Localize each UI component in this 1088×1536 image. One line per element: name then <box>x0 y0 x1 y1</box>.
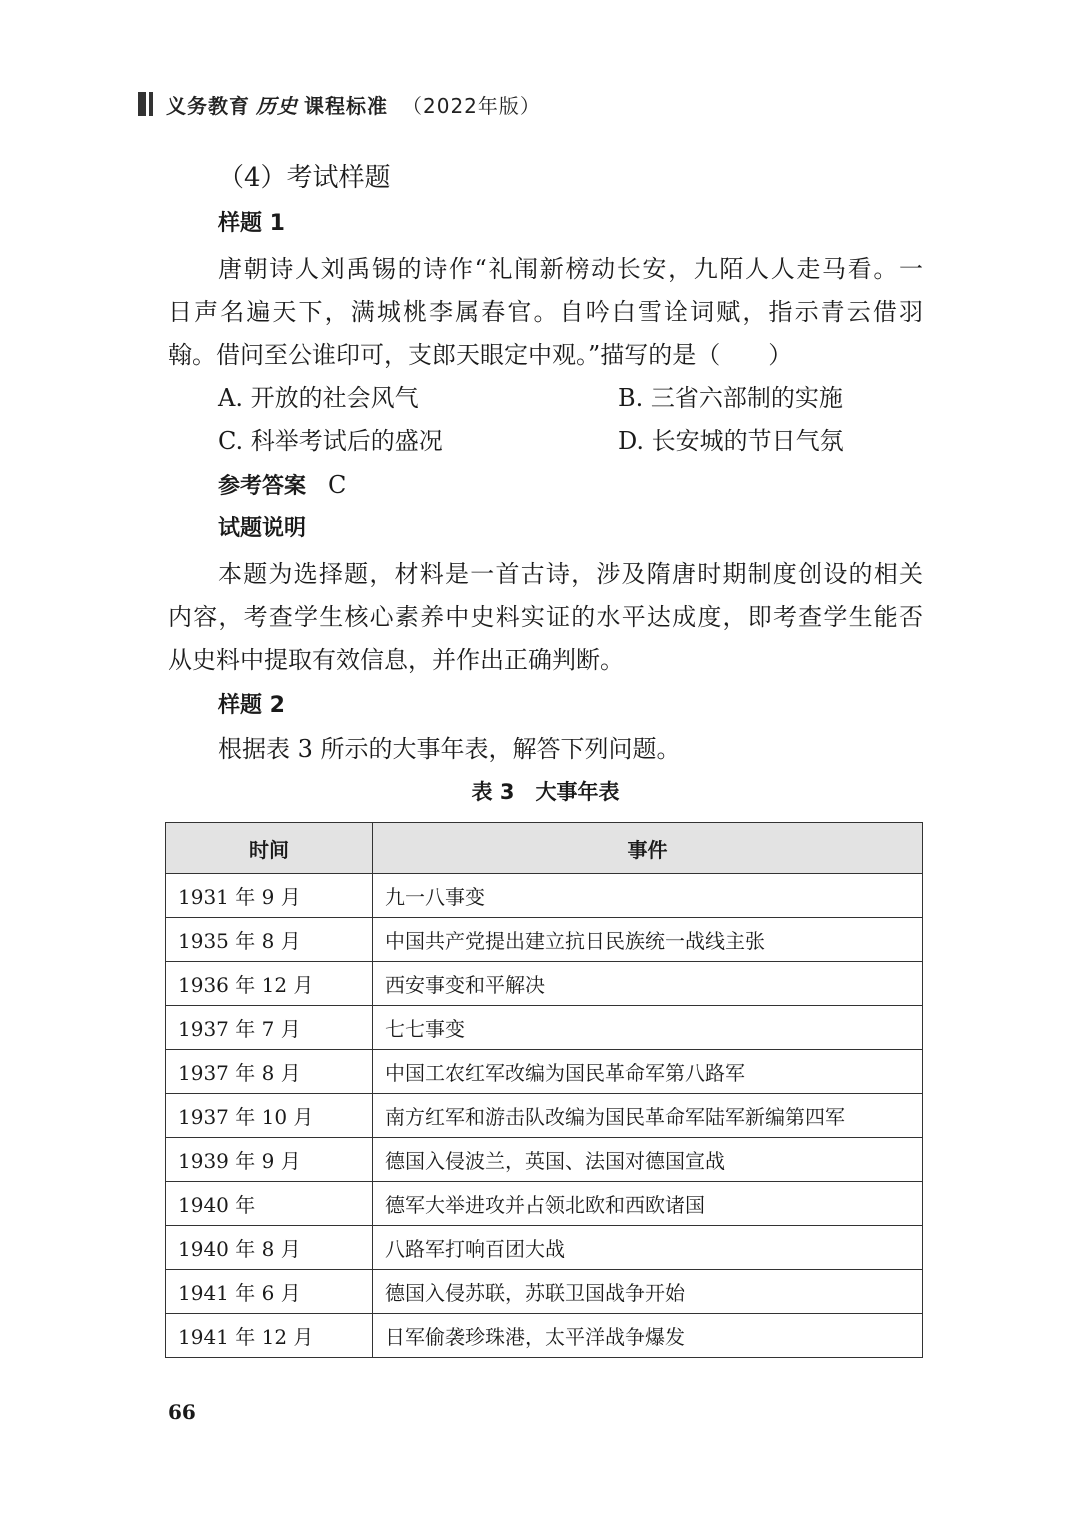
sample1-question-line: 翰。借问至公谁印可，支郎天眼定中观。”描写的是（ ） <box>168 341 793 369</box>
page-number: 66 <box>168 1400 196 1424</box>
cell-event: 七七事变 <box>373 1006 923 1050</box>
cell-time: 1937 年 7 月 <box>166 1006 373 1050</box>
cell-event: 德军大举进攻并占领北欧和西欧诸国 <box>373 1182 923 1226</box>
answer-label: 参考答案 <box>218 474 307 499</box>
table-row <box>166 962 923 1006</box>
option-a: A. 开放的社会风气 <box>218 384 419 412</box>
header-bar-icon <box>138 92 156 116</box>
header-subject: 历史 <box>256 93 298 118</box>
option-d: D. 长安城的节日气氛 <box>618 427 844 455</box>
running-header <box>138 88 541 120</box>
cell-event: 德国入侵苏联，苏联卫国战争开始 <box>373 1270 923 1314</box>
events-table <box>165 822 923 1358</box>
table-row <box>166 1314 923 1358</box>
sample1-question-line: 唐朝诗人刘禹锡的诗作“礼闱新榜动长安，九陌人人走马看。一 <box>218 255 923 283</box>
answer-line <box>218 469 346 503</box>
header-title <box>166 90 541 119</box>
option-c: C. 科举考试后的盛况 <box>218 427 443 455</box>
explanation-heading: 试题说明 <box>218 516 307 541</box>
table-row <box>166 1270 923 1314</box>
table-row <box>166 874 923 918</box>
cell-event: 德国入侵波兰，英国、法国对德国宣战 <box>373 1138 923 1182</box>
section-title: （4）考试样题 <box>218 163 391 193</box>
cell-time: 1939 年 9 月 <box>166 1138 373 1182</box>
sample2-prompt: 根据表 3 所示的大事年表，解答下列问题。 <box>218 735 681 763</box>
cell-time: 1937 年 8 月 <box>166 1050 373 1094</box>
answer-value: C <box>328 471 347 499</box>
cell-event: 八路军打响百团大战 <box>373 1226 923 1270</box>
header-event: 事件 <box>373 823 923 874</box>
explanation-line: 内容，考查学生核心素养中史料实证的水平达成度，即考查学生能否 <box>168 603 923 631</box>
cell-event: 九一八事变 <box>373 874 923 918</box>
cell-event: 西安事变和平解决 <box>373 962 923 1006</box>
cell-time: 1940 年 8 月 <box>166 1226 373 1270</box>
cell-event: 南方红军和游击队改编为国民革命军陆军新编第四军 <box>373 1094 923 1138</box>
table-row <box>166 1182 923 1226</box>
table-row <box>166 1226 923 1270</box>
cell-time: 1941 年 6 月 <box>166 1270 373 1314</box>
table-row <box>166 1006 923 1050</box>
table-row <box>166 1138 923 1182</box>
explanation-line: 本题为选择题，材料是一首古诗，涉及隋唐时期制度创设的相关 <box>218 560 923 588</box>
explanation-line: 从史料中提取有效信息，并作出正确判断。 <box>168 646 624 674</box>
cell-event: 中国工农红军改编为国民革命军第八路军 <box>373 1050 923 1094</box>
cell-time: 1935 年 8 月 <box>166 918 373 962</box>
sample1-heading: 样题 1 <box>218 211 285 236</box>
sample2-heading: 样题 2 <box>218 693 285 718</box>
table-caption: 表 3 大事年表 <box>471 780 620 804</box>
table-row <box>166 1094 923 1138</box>
header-book: 义务教育 <box>166 93 250 118</box>
table-row <box>166 1050 923 1094</box>
table-body <box>166 874 923 1358</box>
cell-time: 1940 年 <box>166 1182 373 1226</box>
header-edition: （2022年版） <box>402 93 541 118</box>
table-row <box>166 918 923 962</box>
cell-time: 1941 年 12 月 <box>166 1314 373 1358</box>
table-header-row <box>166 823 923 874</box>
option-b: B. 三省六部制的实施 <box>618 384 843 412</box>
cell-event: 日军偷袭珍珠港，太平洋战争爆发 <box>373 1314 923 1358</box>
sample1-question-line: 日声名遍天下，满城桃李属春官。自吟白雪诠词赋，指示青云借羽 <box>168 298 923 326</box>
cell-event: 中国共产党提出建立抗日民族统一战线主张 <box>373 918 923 962</box>
cell-time: 1937 年 10 月 <box>166 1094 373 1138</box>
cell-time: 1931 年 9 月 <box>166 874 373 918</box>
header-standard: 课程标准 <box>304 93 388 118</box>
cell-time: 1936 年 12 月 <box>166 962 373 1006</box>
header-time: 时间 <box>166 823 373 874</box>
